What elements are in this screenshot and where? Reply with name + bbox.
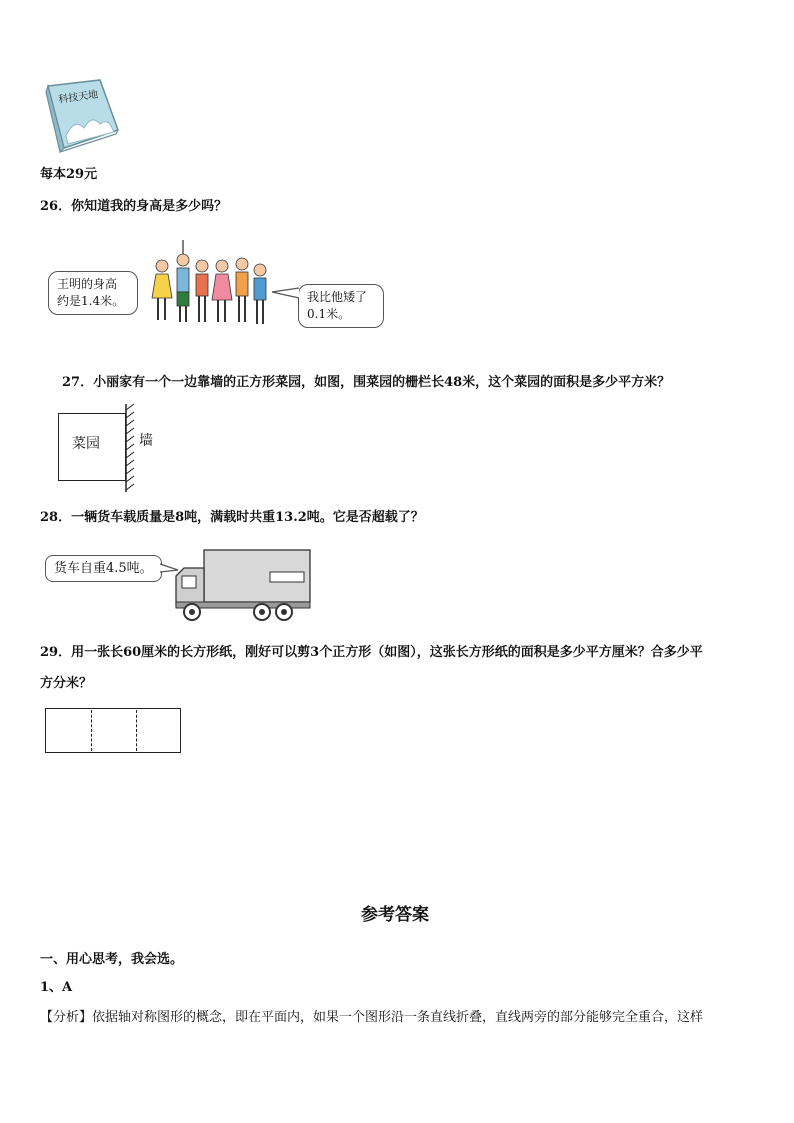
bubble-tail [270,286,300,300]
child-figure [152,260,172,320]
question-27: 27．小丽家有一个一边靠墙的正方形菜园，如图，围菜园的栅栏长48米，这个菜园的面积是多少平方米？ [62,375,671,390]
question-29-line2: 方分米？ [40,676,93,691]
book-illustration [42,78,122,154]
speech-bubble-left: 王明的身高 约是1.4米。 [48,271,138,315]
dashed-divider [91,710,92,751]
children-illustration [150,238,270,330]
garden-label: 菜园 [72,436,100,452]
question-29-line1: 29．用一张长60厘米的长方形纸，刚好可以剪3个正方形（如图），这张长方形纸的面积是多少平方厘米？合多少平 [40,645,703,660]
truck-illustration [174,548,312,624]
answer-item-1: 1、A [40,980,73,995]
price-caption: 每本29元 [40,167,98,182]
truck-icon [174,548,312,624]
dashed-divider [136,710,137,751]
question-26: 26．你知道我的身高是多少吗？ [40,199,228,214]
analysis-text: 【分析】依据轴对称图形的概念，即在平面内，如果一个图形沿一条直线折叠，直线两旁的部分能够完全重合，这样 [40,1010,704,1025]
answers-title: 参考答案 [361,905,429,925]
book-title: 科技天地 [57,89,99,106]
wall-label: 墙 [139,433,153,449]
truck-bubble: 货车自重4.5吨。 [45,555,162,582]
speech-bubble-right: 我比他矮了 0.1米。 [298,284,384,328]
paper-rectangle [45,708,181,753]
wall-hatching [124,404,138,494]
question-28: 28．一辆货车载质量是8吨，满载时共重13.2吨。它是否超载了？ [40,510,424,525]
section-heading: 一、用心思考，我会选。 [40,952,184,967]
